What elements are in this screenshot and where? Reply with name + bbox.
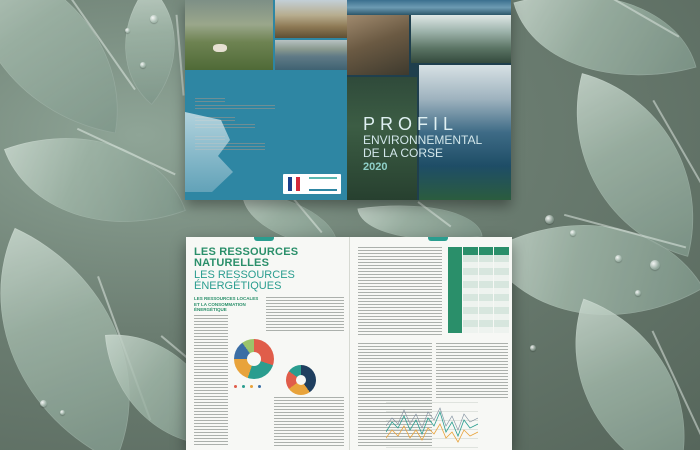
water-drop-icon (140, 62, 146, 68)
title-line-2: ENVIRONNEMENTAL (363, 133, 483, 147)
heading-main-line-1: LES RESSOURCES (194, 246, 299, 258)
page-tab (428, 237, 448, 241)
water-drop-icon (60, 410, 65, 415)
left-page (186, 237, 350, 450)
title-line-3: DE LA CORSE (363, 146, 444, 160)
body-text-column (194, 315, 228, 447)
chart-lines (386, 402, 478, 448)
title-line-1: PROFIL (363, 114, 459, 134)
water-drop-icon (615, 255, 622, 262)
legend-dot (242, 385, 245, 388)
sky-photo (347, 0, 511, 15)
section-heading (194, 296, 262, 313)
water-drop-icon (40, 400, 47, 407)
right-page (350, 237, 513, 450)
body-text-column (436, 343, 508, 399)
lake-photo (275, 40, 347, 70)
table-header (448, 247, 510, 255)
legend-dot (234, 385, 237, 388)
flag-logo-icon (288, 177, 300, 191)
energy-donut-chart (234, 339, 274, 379)
agency-logo-icon (309, 177, 337, 191)
water-drop-icon (570, 230, 576, 236)
body-text-column (274, 397, 344, 447)
section-heading-line-2: ET LA CONSOMMATION (194, 301, 246, 307)
data-table (448, 247, 510, 333)
legend-dot (258, 385, 261, 388)
leaf-icon (0, 0, 142, 134)
table-row (448, 327, 510, 334)
water-drop-icon (125, 28, 130, 33)
consumption-donut-chart (286, 365, 316, 395)
water-drop-icon (635, 290, 641, 296)
series-line-3 (386, 408, 478, 430)
sheep-figure (213, 44, 227, 52)
water-drop-icon (530, 345, 536, 351)
water-drop-icon (650, 260, 660, 270)
series-line-2 (386, 424, 478, 442)
heading-sub (194, 270, 344, 292)
heading-sub-line-1: LES RESSOURCES (194, 269, 295, 281)
title-year: 2020 (363, 161, 388, 173)
logos-box (283, 174, 341, 194)
heading-main (194, 247, 344, 269)
body-text-column (358, 247, 442, 337)
cover-title (363, 115, 508, 174)
field-photo (275, 0, 347, 38)
water-drop-icon (150, 15, 158, 23)
body-text-column (266, 297, 344, 331)
brochure-spread (186, 237, 512, 450)
cover-front-panel (347, 0, 511, 200)
leaf-icon (536, 299, 700, 450)
legend-dot (250, 385, 253, 388)
heading-sub-line-2: ÉNERGÉTIQUES (194, 280, 282, 292)
pasture-photo (185, 0, 273, 70)
cover-back-panel (185, 0, 347, 200)
line-chart (386, 402, 478, 448)
water-drop-icon (545, 215, 554, 224)
rock-photo (347, 15, 409, 75)
heading-main-line-2: NATURELLES (194, 257, 270, 269)
section-heading-line-1: LES RESSOURCES LOCALES (194, 296, 259, 301)
section-heading-line-3: ÉNERGÉTIQUE (194, 307, 227, 312)
page-tab (254, 237, 274, 241)
brochure-cover (185, 0, 511, 200)
river-photo (411, 15, 511, 63)
